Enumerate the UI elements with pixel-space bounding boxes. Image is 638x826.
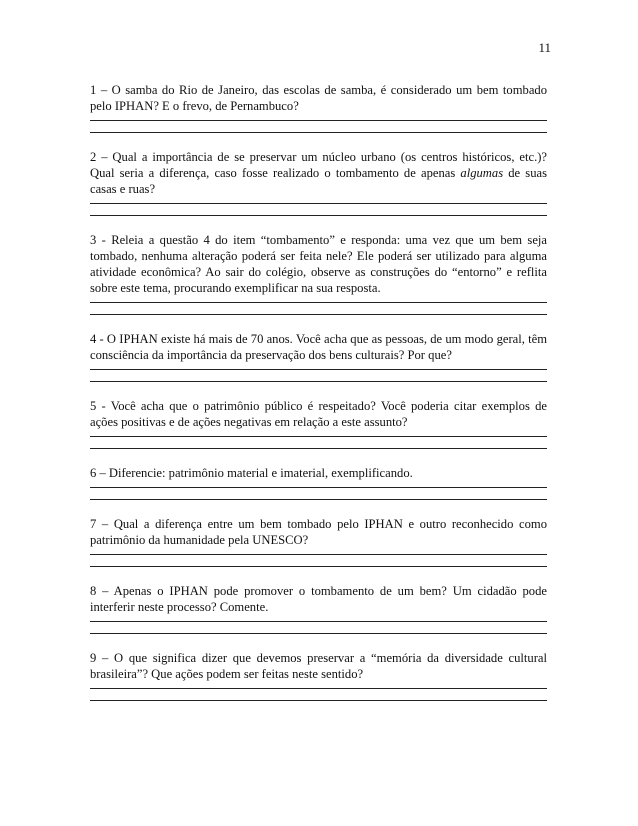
answer-line[interactable] <box>90 203 547 204</box>
question-text <box>90 516 547 548</box>
question-1 <box>90 82 547 149</box>
question-8 <box>90 583 547 650</box>
question-3 <box>90 232 547 331</box>
question-7 <box>90 516 547 583</box>
question-text-emphasis: algumas <box>460 166 504 180</box>
spacer <box>90 449 547 465</box>
question-text-main: 6 – Diferencie: patrimônio material e imaterial, exemplificando. <box>90 466 413 480</box>
question-text-main: 3 - Releia a questão 4 do item “tombamento” e responda: uma vez que um bem seja tombado, nenhuma alteração poderá ser feita nele? Ele poderá ser utilizado para alguma atividade econômica? Ao sair do colégio, observe as construções do “entorno” e reflita sobre este tema, procurando exemplificar na sua resposta. <box>90 233 547 295</box>
question-9 <box>90 650 547 701</box>
spacer <box>90 133 547 149</box>
question-text <box>90 82 547 114</box>
answer-line[interactable] <box>90 369 547 370</box>
spacer <box>90 567 547 583</box>
spacer <box>90 382 547 398</box>
answer-line[interactable] <box>90 700 547 701</box>
question-text <box>90 331 547 363</box>
question-2 <box>90 149 547 232</box>
answer-line[interactable] <box>90 688 547 689</box>
answer-line[interactable] <box>90 487 547 488</box>
answer-line[interactable] <box>90 621 547 622</box>
question-5 <box>90 398 547 465</box>
spacer <box>90 634 547 650</box>
question-text <box>90 232 547 296</box>
question-text <box>90 650 547 682</box>
question-text <box>90 149 547 197</box>
question-text-main: 9 – O que significa dizer que devemos preservar a “memória da diversidade cultural brasileira”? Que ações podem ser feitas neste sentido? <box>90 651 547 681</box>
question-text <box>90 583 547 615</box>
question-list <box>90 82 547 701</box>
question-text-main: 5 - Você acha que o patrimônio público é respeitado? Você poderia citar exemplos de ações positivas e de ações negativas em relação a este assunto? <box>90 399 547 429</box>
question-4 <box>90 331 547 398</box>
answer-line[interactable] <box>90 436 547 437</box>
question-text-main: 2 – Qual a importância de se preservar um núcleo urbano (os centros históricos, etc.)? Qual seria a diferença, caso fosse realizado o tombamento de apenas <box>90 150 547 180</box>
question-text-end: de suas casas e ruas? <box>90 166 547 196</box>
answer-line[interactable] <box>90 302 547 303</box>
question-6 <box>90 465 547 516</box>
question-text-main: 1 – O samba do Rio de Janeiro, das escolas de samba, é considerado um bem tombado pelo IPHAN? E o frevo, de Pernambuco? <box>90 83 547 113</box>
answer-line[interactable] <box>90 554 547 555</box>
question-text <box>90 398 547 430</box>
question-text-main: 7 – Qual a diferença entre um bem tombado pelo IPHAN e outro reconhecido como patrimônio da humanidade pela UNESCO? <box>90 517 547 547</box>
page-number: 11 <box>538 40 551 55</box>
answer-line[interactable] <box>90 120 547 121</box>
question-text-main: 8 – Apenas o IPHAN pode promover o tombamento de um bem? Um cidadão pode interferir neste processo? Comente. <box>90 584 547 614</box>
question-text <box>90 465 547 481</box>
spacer <box>90 500 547 516</box>
spacer <box>90 315 547 331</box>
question-text-main: 4 - O IPHAN existe há mais de 70 anos. Você acha que as pessoas, de um modo geral, têm consciência da importância da preservação dos bens culturais? Por que? <box>90 332 547 362</box>
spacer <box>90 216 547 232</box>
